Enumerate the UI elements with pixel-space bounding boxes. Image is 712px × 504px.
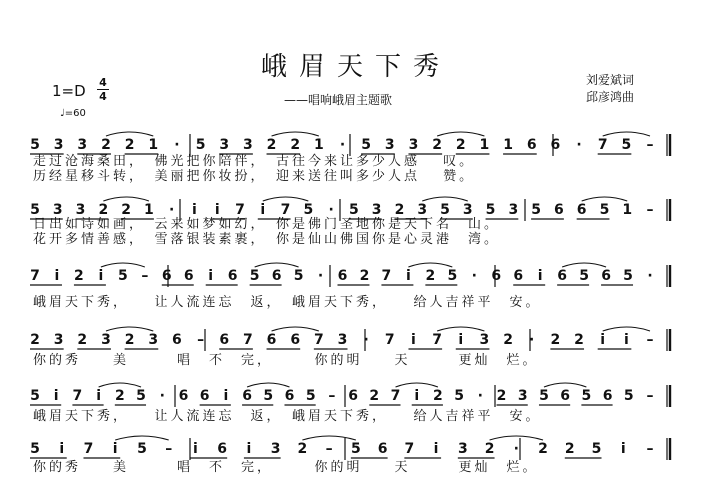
note: 7	[313, 332, 324, 348]
slur	[437, 132, 484, 136]
note: 6	[526, 137, 537, 153]
note: 6	[183, 268, 194, 284]
note: 2	[114, 388, 125, 404]
note: 3	[479, 332, 490, 348]
note: 3	[270, 441, 281, 457]
note: 2	[574, 332, 584, 348]
note: 6	[557, 268, 568, 284]
note: ·	[513, 441, 519, 457]
note: 5	[591, 441, 602, 457]
slur	[437, 327, 484, 331]
note: 3	[457, 441, 468, 457]
note: i	[223, 388, 229, 404]
note: 3	[53, 137, 64, 153]
note: 5	[136, 388, 146, 404]
note: 2	[564, 441, 575, 457]
note: 2	[124, 137, 135, 153]
note: 2	[394, 202, 405, 218]
note: 5	[485, 202, 496, 218]
note: 5	[195, 137, 206, 153]
lyric-line: 花开多情善感， 雪落银装素裹， 你是仙山佛国你是心灵港 湾。	[33, 232, 501, 247]
note: 5	[117, 268, 128, 284]
note: 5	[349, 202, 359, 218]
note: 6	[337, 268, 348, 284]
note: 2	[98, 202, 109, 218]
note: 5	[539, 388, 549, 404]
note: 6	[491, 268, 502, 284]
note: 2	[124, 332, 135, 348]
note: 2	[484, 441, 495, 457]
note: 3	[517, 388, 528, 404]
time-signature	[97, 77, 109, 102]
note: i	[214, 202, 220, 218]
note: 7	[280, 202, 291, 218]
note: i	[192, 202, 197, 218]
note: 2	[266, 137, 277, 153]
note: 3	[417, 202, 428, 218]
note: 6	[219, 332, 230, 348]
note: 5	[293, 268, 304, 284]
note: 6	[377, 441, 388, 457]
note: 3	[75, 202, 86, 218]
note-line	[0, 329, 712, 353]
key-signature: 1=D	[52, 82, 86, 100]
note: 3	[53, 332, 64, 348]
note: i	[433, 441, 439, 457]
note: 2	[30, 332, 40, 348]
note-line	[0, 438, 712, 462]
score-row	[0, 199, 712, 259]
note: ·	[339, 137, 346, 153]
note-line	[0, 265, 712, 289]
note: 3	[52, 202, 63, 218]
note: 2	[297, 441, 308, 457]
note: 2	[433, 388, 443, 404]
slur	[103, 197, 149, 201]
note: –	[141, 268, 149, 284]
note: i	[246, 441, 252, 457]
note: 7	[597, 137, 608, 153]
note: 7	[390, 388, 401, 404]
note: 2	[425, 268, 436, 284]
note: 2	[121, 202, 131, 218]
slur	[272, 132, 319, 136]
note: 2	[74, 268, 84, 284]
note: 6	[242, 388, 252, 404]
note: –	[646, 441, 654, 457]
note: 1	[148, 137, 159, 153]
note: ·	[477, 388, 483, 404]
note: –	[646, 332, 654, 348]
note: i	[623, 332, 629, 348]
lyric-line: 历经星移斗转， 美丽把你妆扮， 迎来送往叫多少人点 赞。	[33, 169, 476, 184]
note: 6	[284, 388, 295, 404]
note: 5	[531, 202, 541, 218]
slur	[582, 197, 628, 201]
note: ·	[576, 137, 582, 153]
note: 3	[462, 202, 473, 218]
time-signature-top: 4	[99, 76, 107, 89]
slur	[603, 132, 650, 136]
note: i	[53, 388, 59, 404]
note: 3	[384, 137, 395, 153]
slur	[562, 263, 606, 267]
note: 5	[30, 388, 40, 404]
note: 6	[554, 202, 564, 218]
slur	[255, 263, 299, 267]
score-row	[0, 134, 712, 194]
note: 2	[432, 137, 442, 153]
note: 5	[30, 137, 40, 153]
note: i	[96, 388, 102, 404]
note: 6	[576, 202, 587, 218]
note: 5	[305, 388, 316, 404]
note: i	[98, 268, 104, 284]
note: i	[112, 441, 118, 457]
note: 7	[381, 268, 392, 284]
note: 5	[621, 137, 632, 153]
note: 6	[227, 268, 238, 284]
note: 7	[30, 268, 40, 284]
note: 6	[199, 388, 210, 404]
note: i	[620, 441, 626, 457]
note: 3	[77, 137, 88, 153]
slur	[422, 197, 468, 201]
note: 5	[599, 202, 610, 218]
note: 5	[350, 441, 361, 457]
note: 7	[404, 441, 415, 457]
note: 2	[455, 137, 466, 153]
slur	[101, 263, 145, 267]
note: 1	[144, 202, 154, 218]
note: 5	[263, 388, 274, 404]
note: –	[646, 202, 654, 218]
note: 3	[337, 332, 348, 348]
note: i	[208, 268, 214, 284]
note: 6	[290, 332, 301, 348]
note: 2	[77, 332, 88, 348]
note: 6	[601, 268, 611, 284]
note: 7	[384, 332, 395, 348]
note: ·	[168, 202, 175, 218]
note: 5	[30, 202, 40, 218]
slur	[272, 327, 319, 331]
lyric-line: 峨眉天下秀， 让人流连忘 返， 峨眉天下秀， 给人吉祥平 安。	[33, 295, 542, 310]
song-title: 峨眉天下秀	[260, 52, 451, 82]
note: i	[193, 441, 198, 457]
slur	[106, 132, 153, 136]
note: 6	[178, 388, 189, 404]
note: 6	[550, 137, 561, 153]
note: 3	[101, 332, 111, 348]
note: ·	[174, 137, 180, 153]
note: 3	[371, 202, 382, 218]
note: i	[59, 441, 65, 457]
note: 1	[503, 137, 513, 153]
note: ·	[159, 388, 165, 404]
note: 5	[30, 441, 40, 457]
note: 2	[503, 332, 513, 348]
note: 3	[243, 137, 253, 153]
note: 6	[266, 332, 277, 348]
note: 6	[271, 268, 282, 284]
note: ·	[363, 332, 369, 348]
note: 5	[581, 388, 592, 404]
note: 2	[369, 388, 380, 404]
note: 5	[447, 268, 458, 284]
note: i	[537, 268, 543, 284]
note: 3	[508, 202, 519, 218]
note: ·	[328, 202, 334, 218]
lyricist-credit: 刘爱斌词	[586, 73, 635, 87]
note: i	[411, 332, 416, 348]
note: 2	[496, 388, 507, 404]
lyric-line: 你的秀 美 唱 不 完， 你的明 天 更灿 烂。	[33, 460, 539, 475]
note: ·	[647, 268, 653, 284]
note: 2	[101, 137, 111, 153]
score-row	[0, 438, 712, 498]
note: 6	[348, 388, 358, 404]
composer-credit: 邱彦鸿曲	[586, 90, 635, 104]
note: 3	[148, 332, 159, 348]
note: i	[414, 388, 420, 404]
tempo-mark: ♩=60	[60, 108, 86, 119]
note: i	[458, 332, 464, 348]
note: i	[260, 202, 266, 218]
note: 1	[479, 137, 490, 153]
score-row	[0, 265, 712, 325]
note: ·	[317, 268, 324, 284]
note: 5	[249, 268, 260, 284]
note: 2	[290, 137, 301, 153]
note: 5	[579, 268, 589, 284]
note: 7	[72, 388, 83, 404]
score-row	[0, 385, 712, 445]
note: 6	[560, 388, 571, 404]
note: 7	[243, 332, 253, 348]
note: 7	[83, 441, 94, 457]
note: 5	[623, 268, 633, 284]
note: 1	[622, 202, 633, 218]
note: –	[325, 441, 333, 457]
song-subtitle: ——唱响峨眉主题歌	[284, 93, 393, 107]
note: –	[646, 137, 654, 153]
lyric-line: 你的秀 美 唱 不 完， 你的明 天 更灿 烂。	[33, 353, 539, 368]
note: i	[405, 268, 411, 284]
note: 5	[440, 202, 450, 218]
note: 5	[137, 441, 147, 457]
slur	[603, 327, 650, 331]
note: –	[646, 388, 654, 404]
score-row	[0, 329, 712, 389]
note: 5	[454, 388, 464, 404]
note: 5	[623, 388, 634, 404]
note: 6	[172, 332, 182, 348]
note-line	[0, 385, 712, 409]
note: –	[197, 332, 205, 348]
note: –	[328, 388, 336, 404]
slur	[106, 327, 153, 331]
note: 7	[235, 202, 245, 218]
slur	[263, 197, 309, 201]
note: i	[54, 268, 60, 284]
note: 1	[313, 137, 324, 153]
note: 3	[219, 137, 230, 153]
note: 2	[550, 332, 561, 348]
note: 6	[161, 268, 172, 284]
note: i	[600, 332, 606, 348]
note: ·	[529, 332, 535, 348]
lyric-line: 走过沧海桑田， 佛光把你陪伴， 古往今来让多少人感 叹。	[33, 154, 476, 169]
time-signature-bottom: 4	[99, 90, 107, 103]
slur	[408, 263, 452, 267]
note: 2	[359, 268, 370, 284]
lyric-line: 日出如诗如画， 云来如梦如幻， 你是佛门圣地你是天下名 山。	[33, 217, 501, 232]
lyric-line: 峨眉天下秀， 让人流连忘 返， 峨眉天下秀， 给人吉祥平 安。	[33, 409, 542, 424]
note: ·	[471, 268, 477, 284]
note: 7	[432, 332, 442, 348]
note: 2	[538, 441, 548, 457]
note: –	[165, 441, 173, 457]
note: 6	[602, 388, 613, 404]
note: 5	[303, 202, 314, 218]
note: 5	[361, 137, 372, 153]
note: 3	[408, 137, 419, 153]
note: 6	[217, 441, 228, 457]
notation-marks	[0, 265, 712, 293]
note: 6	[513, 268, 524, 284]
